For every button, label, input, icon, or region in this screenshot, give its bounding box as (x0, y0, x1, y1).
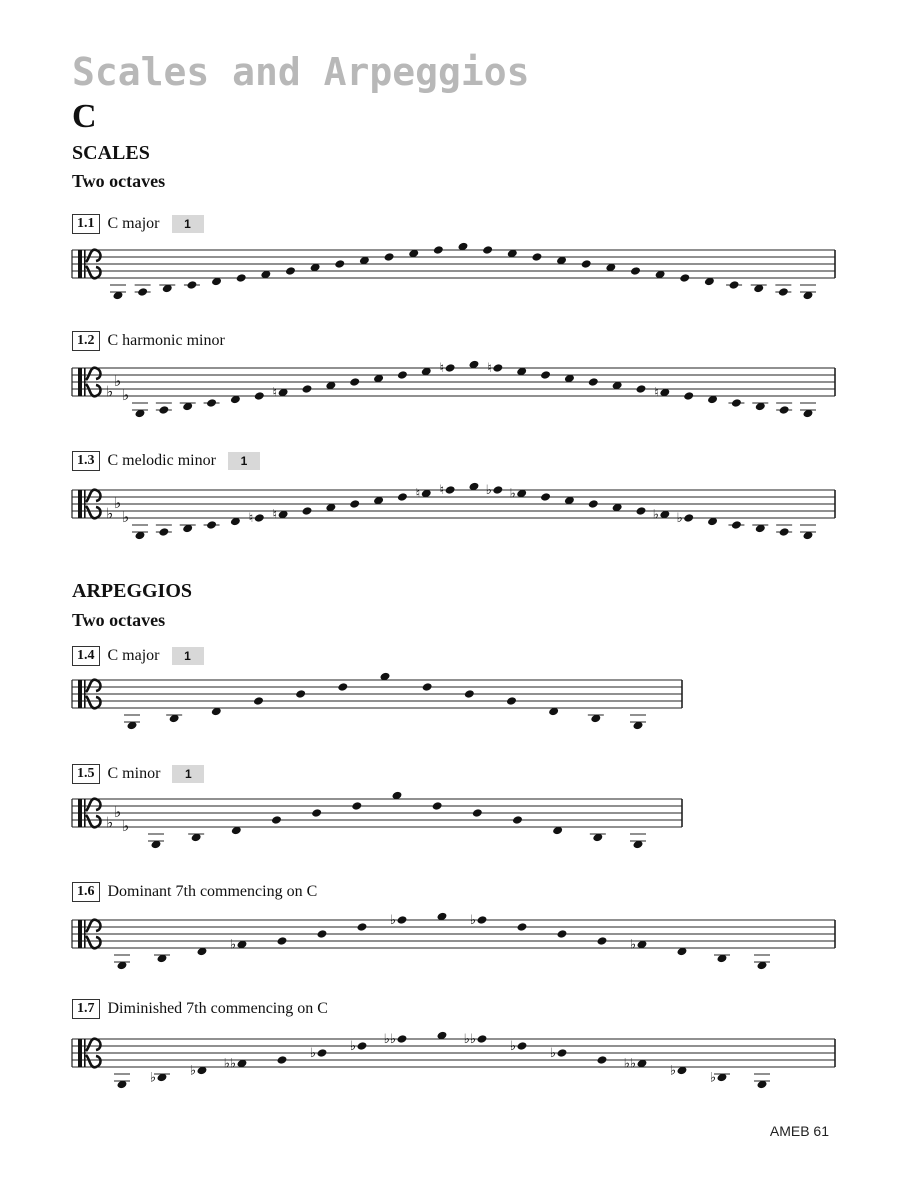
exercise-number: 1.5 (72, 764, 100, 784)
exercise-title: Dominant 7th commencing on C (107, 883, 318, 900)
note (754, 1074, 770, 1089)
fingering-badge: 1 (228, 452, 260, 470)
flat-accidental-icon: ♭ (189, 1063, 196, 1079)
note (310, 1046, 328, 1061)
natural-accidental-icon: ♮ (415, 486, 421, 502)
arpeggios-heading: ARPEGGIOS (72, 580, 193, 602)
key-signature-flat-icon: ♭ (122, 508, 130, 526)
natural-accidental-icon: ♮ (272, 385, 278, 401)
note (710, 1071, 730, 1086)
exercise-number: 1.2 (72, 331, 100, 351)
page-title: Scales and Arpeggios (72, 50, 530, 94)
flat-accidental-icon: ♭ (309, 1046, 316, 1061)
fingering-badge: 1 (172, 765, 204, 783)
exercise-title: C major (107, 647, 160, 664)
flat-accidental-icon: ♭ (652, 507, 659, 523)
key-heading: C (72, 98, 97, 135)
note (190, 1064, 208, 1079)
dflat-accidental-icon: ♭♭ (383, 1032, 396, 1047)
arpeggios-subheading: Two octaves (72, 610, 166, 630)
note (150, 1071, 170, 1086)
notehead (357, 1041, 368, 1051)
flat-accidental-icon: ♭ (676, 511, 683, 526)
note (550, 1046, 568, 1061)
exercise-number: 1.1 (72, 214, 100, 234)
scales-subheading: Two octaves (72, 171, 166, 191)
flat-accidental-icon: ♭ (509, 486, 516, 502)
natural-accidental-icon: ♮ (248, 511, 254, 526)
flat-accidental-icon: ♭ (229, 937, 236, 953)
key-signature-flat-icon: ♭ (122, 386, 130, 404)
flat-accidental-icon: ♭ (485, 483, 492, 498)
note (464, 1032, 488, 1047)
natural-accidental-icon: ♮ (439, 483, 445, 498)
note (350, 1039, 368, 1054)
scales-heading: SCALES (72, 142, 150, 164)
note (624, 1057, 648, 1072)
exercise-title: C melodic minor (107, 452, 216, 469)
notehead (477, 1034, 488, 1044)
flat-accidental-icon: ♭ (349, 1039, 356, 1054)
exercise-title: C harmonic minor (107, 332, 225, 349)
key-signature-flat-icon: ♭ (106, 382, 114, 401)
note (277, 1055, 288, 1065)
natural-accidental-icon: ♮ (439, 361, 445, 376)
fingering-badge: 1 (172, 215, 204, 233)
key-signature-flat-icon: ♭ (114, 372, 122, 390)
notehead (397, 1034, 408, 1044)
flat-accidental-icon: ♭ (509, 1039, 516, 1054)
exercise-title: C minor (107, 765, 161, 782)
natural-accidental-icon: ♮ (487, 361, 492, 376)
note (597, 1055, 608, 1065)
key-signature-flat-icon: ♭ (106, 504, 114, 523)
key-signature-flat-icon: ♭ (114, 803, 122, 821)
exercise-title: C major (107, 215, 160, 232)
flat-accidental-icon: ♭ (469, 913, 476, 928)
natural-accidental-icon: ♮ (272, 507, 278, 523)
key-signature-flat-icon: ♭ (122, 817, 130, 835)
exercise-number: 1.7 (72, 999, 100, 1019)
exercise-number: 1.3 (72, 451, 100, 471)
flat-accidental-icon: ♭ (149, 1070, 156, 1086)
flat-accidental-icon: ♭ (709, 1070, 716, 1086)
notehead (557, 1048, 568, 1058)
flat-accidental-icon: ♭ (669, 1063, 676, 1079)
exercise-number: 1.6 (72, 882, 100, 902)
exercise-number: 1.4 (72, 646, 100, 666)
note (510, 1039, 528, 1054)
flat-accidental-icon: ♭ (549, 1046, 556, 1061)
dflat-accidental-icon: ♭♭ (623, 1056, 636, 1072)
dflat-accidental-icon: ♭♭ (223, 1056, 236, 1072)
natural-accidental-icon: ♮ (654, 385, 659, 401)
page-footer: AMEB 61 (769, 1123, 829, 1139)
key-signature-flat-icon: ♭ (106, 813, 114, 832)
flat-accidental-icon: ♭ (389, 913, 396, 928)
dflat-accidental-icon: ♭♭ (463, 1032, 476, 1047)
fingering-badge: 1 (172, 647, 204, 665)
note (384, 1032, 408, 1047)
notehead (317, 1048, 328, 1058)
notehead (597, 1055, 608, 1065)
note (670, 1064, 688, 1079)
flat-accidental-icon: ♭ (629, 937, 636, 953)
note (224, 1057, 248, 1072)
notehead (277, 1055, 288, 1065)
key-signature-flat-icon: ♭ (114, 494, 122, 512)
notehead (517, 1041, 528, 1051)
note (114, 1074, 130, 1089)
exercise-title: Diminished 7th commencing on C (107, 1000, 328, 1017)
